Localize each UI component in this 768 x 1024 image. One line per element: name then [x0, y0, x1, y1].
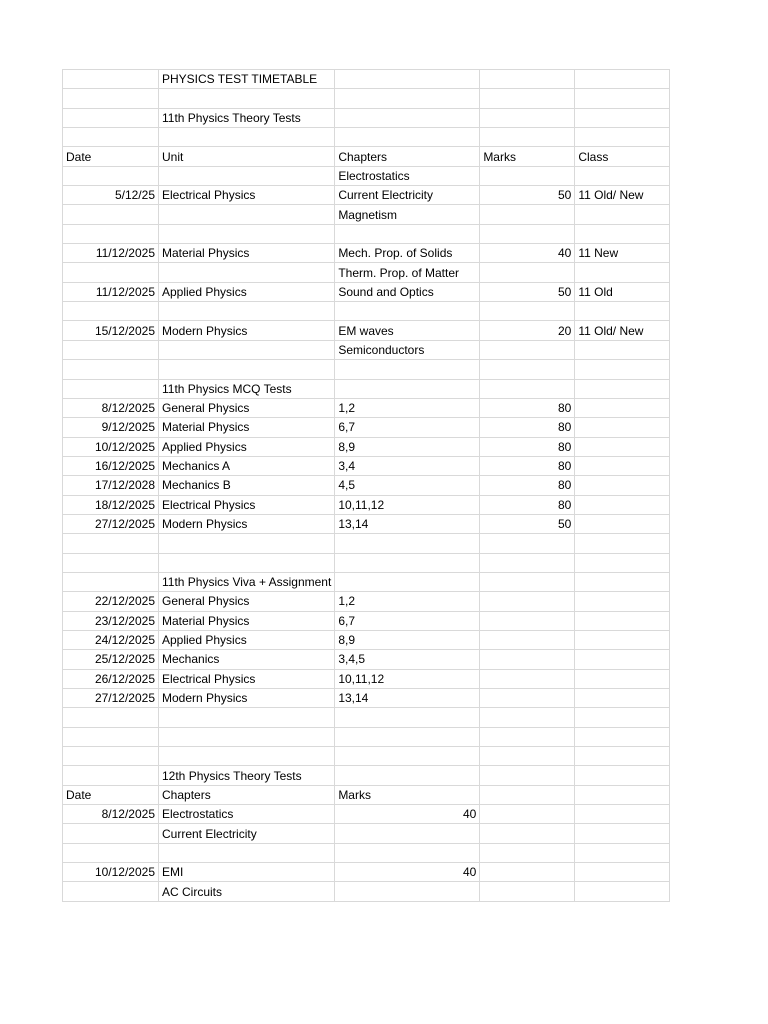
table-cell[interactable]: Mech. Prop. of Solids	[335, 244, 480, 263]
spreadsheet-table	[62, 69, 670, 902]
table-cell[interactable]: Therm. Prop. of Matter	[335, 263, 480, 282]
table-cell[interactable]: Magnetism	[335, 205, 480, 224]
table-cell[interactable]	[480, 340, 575, 359]
table-cell[interactable]: Material Physics	[159, 418, 335, 437]
table-cell[interactable]	[480, 592, 575, 611]
table-cell[interactable]: PHYSICS TEST TIMETABLE	[159, 70, 335, 89]
table-cell[interactable]	[575, 727, 670, 746]
table-cell[interactable]	[575, 302, 670, 321]
table-cell[interactable]: 13,14	[335, 514, 480, 533]
table-cell[interactable]	[575, 708, 670, 727]
table-cell[interactable]	[575, 592, 670, 611]
table-cell[interactable]: 50	[480, 514, 575, 533]
table-cell[interactable]: 3,4,5	[335, 650, 480, 669]
table-cell[interactable]: EM waves	[335, 321, 480, 340]
table-cell[interactable]: 27/12/2025	[63, 689, 159, 708]
table-cell[interactable]	[63, 379, 159, 398]
table-row	[63, 70, 670, 89]
table-row	[63, 456, 670, 475]
table-cell[interactable]: General Physics	[159, 592, 335, 611]
table-cell[interactable]: Applied Physics	[159, 437, 335, 456]
table-cell[interactable]: 10/12/2025	[63, 863, 159, 882]
table-cell[interactable]	[575, 456, 670, 475]
table-cell[interactable]	[480, 805, 575, 824]
table-cell[interactable]	[63, 302, 159, 321]
table-cell[interactable]	[480, 205, 575, 224]
table-cell[interactable]: Mechanics A	[159, 456, 335, 475]
table-cell[interactable]: 27/12/2025	[63, 514, 159, 533]
table-row	[63, 108, 670, 127]
table-cell[interactable]	[63, 553, 159, 572]
table-cell[interactable]: 10/12/2025	[63, 437, 159, 456]
table-cell[interactable]	[335, 882, 480, 901]
table-cell[interactable]	[480, 263, 575, 282]
table-cell[interactable]	[335, 553, 480, 572]
table-cell[interactable]	[480, 766, 575, 785]
table-cell[interactable]: EMI	[159, 863, 335, 882]
table-cell[interactable]	[63, 727, 159, 746]
table-cell[interactable]	[159, 360, 335, 379]
table-cell[interactable]	[335, 224, 480, 243]
table-cell[interactable]	[335, 302, 480, 321]
table-cell[interactable]	[480, 128, 575, 147]
table-cell[interactable]	[335, 360, 480, 379]
table-row	[63, 128, 670, 147]
table-cell[interactable]: 17/12/2028	[63, 476, 159, 495]
table-cell[interactable]: 80	[480, 398, 575, 417]
table-cell[interactable]: 26/12/2025	[63, 669, 159, 688]
table-cell[interactable]	[63, 263, 159, 282]
table-cell[interactable]: Date	[63, 147, 159, 166]
table-cell[interactable]: Material Physics	[159, 244, 335, 263]
table-cell[interactable]: 40	[480, 244, 575, 263]
table-cell[interactable]	[335, 89, 480, 108]
table-cell[interactable]	[63, 70, 159, 89]
table-cell[interactable]: Class	[575, 147, 670, 166]
table-cell[interactable]: AC Circuits	[159, 882, 335, 901]
table-cell[interactable]	[575, 747, 670, 766]
table-cell[interactable]	[480, 689, 575, 708]
table-cell[interactable]	[480, 669, 575, 688]
table-cell[interactable]	[335, 108, 480, 127]
table-cell[interactable]	[575, 843, 670, 862]
table-cell[interactable]: Current Electricity	[335, 186, 480, 205]
table-cell[interactable]	[480, 379, 575, 398]
table-cell[interactable]	[575, 650, 670, 669]
table-row	[63, 476, 670, 495]
table-cell[interactable]	[480, 882, 575, 901]
table-cell[interactable]: 6,7	[335, 611, 480, 630]
table-cell[interactable]	[480, 611, 575, 630]
table-cell[interactable]: 20	[480, 321, 575, 340]
table-cell[interactable]	[63, 89, 159, 108]
table-cell[interactable]: 9/12/2025	[63, 418, 159, 437]
table-row	[63, 166, 670, 185]
table-cell[interactable]	[575, 476, 670, 495]
table-cell[interactable]: Marks	[480, 147, 575, 166]
table-cell[interactable]: Electrical Physics	[159, 186, 335, 205]
table-cell[interactable]	[63, 534, 159, 553]
table-cell[interactable]: Applied Physics	[159, 630, 335, 649]
table-cell[interactable]: 11th Physics Viva + Assignment	[159, 572, 335, 591]
table-cell[interactable]: 16/12/2025	[63, 456, 159, 475]
table-cell[interactable]: Chapters	[159, 785, 335, 804]
table-row	[63, 553, 670, 572]
table-row	[63, 437, 670, 456]
table-row	[63, 186, 670, 205]
table-row	[63, 224, 670, 243]
table-cell[interactable]	[480, 785, 575, 804]
table-cell[interactable]	[63, 108, 159, 127]
table-cell[interactable]: 11 Old/ New	[575, 186, 670, 205]
table-cell[interactable]	[480, 727, 575, 746]
table-cell[interactable]	[63, 766, 159, 785]
table-cell[interactable]: Unit	[159, 147, 335, 166]
table-row	[63, 263, 670, 282]
table-cell[interactable]	[63, 572, 159, 591]
table-cell[interactable]: 22/12/2025	[63, 592, 159, 611]
table-row	[63, 689, 670, 708]
table-cell[interactable]: 80	[480, 437, 575, 456]
table-cell[interactable]: Mechanics	[159, 650, 335, 669]
table-cell[interactable]	[575, 379, 670, 398]
table-cell[interactable]: 4,5	[335, 476, 480, 495]
table-cell[interactable]	[159, 224, 335, 243]
table-cell[interactable]: 80	[480, 495, 575, 514]
table-cell[interactable]	[480, 108, 575, 127]
table-cell[interactable]	[63, 205, 159, 224]
table-cell[interactable]: Applied Physics	[159, 282, 335, 301]
table-cell[interactable]	[63, 747, 159, 766]
table-cell[interactable]	[63, 340, 159, 359]
table-cell[interactable]: 11th Physics MCQ Tests	[159, 379, 335, 398]
table-cell[interactable]	[575, 669, 670, 688]
table-cell[interactable]	[575, 437, 670, 456]
table-cell[interactable]	[480, 166, 575, 185]
table-cell[interactable]: 6,7	[335, 418, 480, 437]
table-cell[interactable]: 18/12/2025	[63, 495, 159, 514]
table-cell[interactable]: Mechanics B	[159, 476, 335, 495]
table-cell[interactable]: 10,11,12	[335, 495, 480, 514]
table-cell[interactable]	[63, 824, 159, 843]
table-cell[interactable]: 24/12/2025	[63, 630, 159, 649]
table-cell[interactable]	[159, 205, 335, 224]
table-cell[interactable]	[159, 708, 335, 727]
table-row	[63, 379, 670, 398]
table-cell[interactable]: 1,2	[335, 592, 480, 611]
table-cell[interactable]	[159, 302, 335, 321]
table-cell[interactable]: 15/12/2025	[63, 321, 159, 340]
table-cell[interactable]: 11/12/2025	[63, 282, 159, 301]
table-cell[interactable]	[575, 108, 670, 127]
table-cell[interactable]	[480, 708, 575, 727]
table-cell[interactable]	[335, 824, 480, 843]
table-cell[interactable]: 3,4	[335, 456, 480, 475]
table-cell[interactable]	[575, 863, 670, 882]
table-cell[interactable]: Marks	[335, 785, 480, 804]
table-cell[interactable]	[575, 824, 670, 843]
table-row	[63, 650, 670, 669]
table-row	[63, 863, 670, 882]
table-cell[interactable]: 8,9	[335, 630, 480, 649]
table-cell[interactable]	[335, 128, 480, 147]
table-cell[interactable]	[335, 843, 480, 862]
table-row	[63, 669, 670, 688]
table-cell[interactable]: 10,11,12	[335, 669, 480, 688]
table-cell[interactable]	[63, 128, 159, 147]
table-row	[63, 708, 670, 727]
table-cell[interactable]	[335, 572, 480, 591]
table-cell[interactable]	[480, 302, 575, 321]
table-cell[interactable]	[159, 727, 335, 746]
table-cell[interactable]	[159, 263, 335, 282]
table-row	[63, 302, 670, 321]
table-row	[63, 360, 670, 379]
table-cell[interactable]: 40	[335, 805, 480, 824]
table-cell[interactable]	[159, 843, 335, 862]
table-cell[interactable]	[575, 205, 670, 224]
table-row	[63, 282, 670, 301]
table-cell[interactable]	[575, 263, 670, 282]
table-row	[63, 147, 670, 166]
table-cell[interactable]: 8/12/2025	[63, 805, 159, 824]
table-cell[interactable]	[335, 708, 480, 727]
table-cell[interactable]	[575, 224, 670, 243]
table-row	[63, 785, 670, 804]
table-cell[interactable]	[575, 495, 670, 514]
table-cell[interactable]: 50	[480, 282, 575, 301]
table-row	[63, 630, 670, 649]
table-cell[interactable]	[63, 843, 159, 862]
table-cell[interactable]	[480, 224, 575, 243]
table-cell[interactable]: 80	[480, 418, 575, 437]
table-cell[interactable]	[575, 514, 670, 533]
table-cell[interactable]	[159, 89, 335, 108]
table-cell[interactable]	[480, 89, 575, 108]
table-cell[interactable]: 23/12/2025	[63, 611, 159, 630]
table-cell[interactable]	[159, 553, 335, 572]
table-cell[interactable]: 8/12/2025	[63, 398, 159, 417]
table-cell[interactable]	[63, 882, 159, 901]
table-cell[interactable]: 11 Old/ New	[575, 321, 670, 340]
table-cell[interactable]	[335, 747, 480, 766]
table-cell[interactable]: Chapters	[335, 147, 480, 166]
table-cell[interactable]	[575, 398, 670, 417]
table-cell[interactable]	[575, 89, 670, 108]
table-cell[interactable]	[63, 224, 159, 243]
table-cell[interactable]: 1,2	[335, 398, 480, 417]
table-cell[interactable]	[335, 727, 480, 746]
table-row	[63, 89, 670, 108]
table-cell[interactable]	[63, 166, 159, 185]
table-cell[interactable]: Electrical Physics	[159, 669, 335, 688]
table-row	[63, 495, 670, 514]
table-cell[interactable]: General Physics	[159, 398, 335, 417]
table-cell[interactable]: 13,14	[335, 689, 480, 708]
table-row	[63, 514, 670, 533]
table-cell[interactable]	[63, 360, 159, 379]
spreadsheet-body	[63, 70, 670, 902]
table-cell[interactable]	[575, 689, 670, 708]
table-cell[interactable]: 5/12/25	[63, 186, 159, 205]
table-cell[interactable]: Current Electricity	[159, 824, 335, 843]
table-cell[interactable]	[480, 553, 575, 572]
table-cell[interactable]	[575, 805, 670, 824]
table-cell[interactable]	[480, 843, 575, 862]
table-cell[interactable]	[159, 747, 335, 766]
table-cell[interactable]	[575, 785, 670, 804]
table-row	[63, 766, 670, 785]
table-cell[interactable]: 40	[335, 863, 480, 882]
table-cell[interactable]: 11th Physics Theory Tests	[159, 108, 335, 127]
table-cell[interactable]: 50	[480, 186, 575, 205]
table-cell[interactable]: Modern Physics	[159, 689, 335, 708]
table-row	[63, 398, 670, 417]
table-cell[interactable]: 11/12/2025	[63, 244, 159, 263]
table-cell[interactable]	[575, 630, 670, 649]
table-cell[interactable]	[480, 630, 575, 649]
table-row	[63, 244, 670, 263]
table-cell[interactable]	[159, 128, 335, 147]
table-row	[63, 843, 670, 862]
table-row	[63, 727, 670, 746]
table-cell[interactable]: 8,9	[335, 437, 480, 456]
table-row	[63, 205, 670, 224]
table-cell[interactable]: 12th Physics Theory Tests	[159, 766, 335, 785]
table-cell[interactable]	[480, 70, 575, 89]
table-cell[interactable]	[335, 379, 480, 398]
table-row	[63, 611, 670, 630]
table-cell[interactable]: Modern Physics	[159, 321, 335, 340]
table-cell[interactable]: 80	[480, 476, 575, 495]
table-row	[63, 592, 670, 611]
table-cell[interactable]	[480, 572, 575, 591]
table-row	[63, 418, 670, 437]
table-cell[interactable]	[575, 340, 670, 359]
table-cell[interactable]	[480, 360, 575, 379]
table-cell[interactable]: 25/12/2025	[63, 650, 159, 669]
table-cell[interactable]	[159, 166, 335, 185]
table-cell[interactable]	[575, 166, 670, 185]
table-cell[interactable]	[575, 553, 670, 572]
table-cell[interactable]: Electrical Physics	[159, 495, 335, 514]
table-cell[interactable]	[159, 340, 335, 359]
table-cell[interactable]	[480, 650, 575, 669]
table-cell[interactable]: Modern Physics	[159, 514, 335, 533]
table-cell[interactable]	[335, 534, 480, 553]
table-cell[interactable]	[335, 766, 480, 785]
table-row	[63, 321, 670, 340]
table-cell[interactable]: 80	[480, 456, 575, 475]
table-row	[63, 340, 670, 359]
table-cell[interactable]	[159, 534, 335, 553]
table-cell[interactable]: Electrostatics	[335, 166, 480, 185]
table-row	[63, 534, 670, 553]
table-cell[interactable]	[575, 882, 670, 901]
table-row	[63, 747, 670, 766]
table-cell[interactable]: Sound and Optics	[335, 282, 480, 301]
table-cell[interactable]: 11 Old	[575, 282, 670, 301]
table-cell[interactable]	[480, 863, 575, 882]
table-cell[interactable]	[575, 360, 670, 379]
table-cell[interactable]: Material Physics	[159, 611, 335, 630]
table-cell[interactable]	[575, 418, 670, 437]
table-cell[interactable]	[63, 708, 159, 727]
table-cell[interactable]	[575, 534, 670, 553]
table-cell[interactable]	[575, 70, 670, 89]
table-cell[interactable]: Electrostatics	[159, 805, 335, 824]
table-cell[interactable]	[575, 611, 670, 630]
table-cell[interactable]	[575, 572, 670, 591]
table-cell[interactable]: 11 New	[575, 244, 670, 263]
table-cell[interactable]	[480, 747, 575, 766]
table-cell[interactable]	[480, 824, 575, 843]
table-cell[interactable]: Date	[63, 785, 159, 804]
table-cell[interactable]: Semiconductors	[335, 340, 480, 359]
table-row	[63, 882, 670, 901]
table-row	[63, 805, 670, 824]
table-cell[interactable]	[575, 128, 670, 147]
table-cell[interactable]	[575, 766, 670, 785]
table-cell[interactable]	[335, 70, 480, 89]
table-row	[63, 572, 670, 591]
table-cell[interactable]	[480, 534, 575, 553]
table-row	[63, 824, 670, 843]
